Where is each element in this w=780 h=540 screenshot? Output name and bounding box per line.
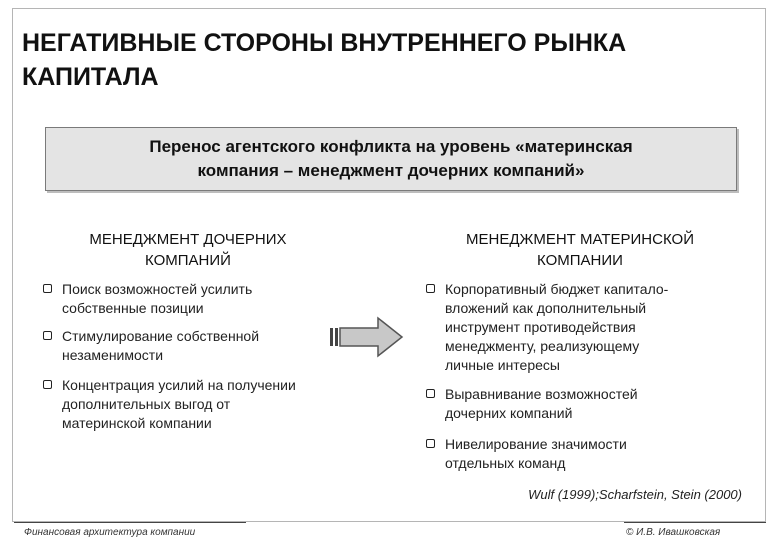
list-item-line: Стимулирование собственной [62, 328, 260, 344]
left-bullet-list [40, 280, 340, 433]
left-heading-line-1: МЕНЕДЖМЕНТ ДОЧЕРНИХ [89, 231, 287, 248]
list-item-line: личные интересы [445, 357, 560, 373]
footer-left-text: Финансовая архитектура компании [24, 527, 196, 538]
list-item-line: дополнительных выгод от [62, 396, 231, 412]
list-item [40, 376, 340, 433]
list-item-line: инструмент противодействия [445, 319, 636, 335]
page-title: НЕГАТИВНЫЕ СТОРОНЫ ВНУТРЕННЕГО РЫНКА КАПИТАЛА [22, 29, 627, 91]
list-item [423, 280, 723, 375]
list-item-line: вложений как дополнительный [445, 300, 647, 316]
list-item-line: менеджменту, реализующему [445, 338, 640, 354]
left-column-heading [40, 229, 336, 271]
footer-divider-left [14, 522, 246, 523]
list-item-line: дочерних компаний [445, 405, 573, 421]
square-bullet-icon [43, 284, 52, 293]
list-item-line: отдельных команд [445, 455, 566, 471]
right-arrow-icon [330, 316, 404, 358]
list-item-line: собственные позиции [62, 300, 204, 316]
list-item-line: Корпоративный бюджет капитало- [445, 281, 669, 297]
right-heading-line-2: КОМПАНИИ [537, 252, 623, 269]
square-bullet-icon [43, 331, 52, 340]
highlight-box [45, 127, 737, 191]
list-item [423, 435, 723, 473]
right-bullet-list [423, 280, 723, 473]
footer-divider-right [624, 522, 766, 523]
list-item [40, 280, 340, 318]
source-citation: Wulf (1999);Scharfstein, Stein (2000) [528, 487, 742, 502]
square-bullet-icon [43, 380, 52, 389]
footer-right-text: © И.В. Ивашковская [626, 527, 721, 538]
square-bullet-icon [426, 284, 435, 293]
square-bullet-icon [426, 389, 435, 398]
list-item-line: материнской компании [62, 415, 212, 431]
list-item-line: Поиск возможностей усилить [62, 281, 253, 297]
right-heading-line-1: МЕНЕДЖМЕНТ МАТЕРИНСКОЙ [466, 231, 694, 248]
list-item [423, 385, 723, 423]
highlight-text [149, 135, 632, 183]
left-heading-line-2: КОМПАНИЙ [145, 252, 231, 269]
highlight-line-1: Перенос агентского конфликта на уровень «материнская [149, 137, 633, 156]
list-item-line: Выравнивание возможностей [445, 386, 638, 402]
highlight-line-2: компания – менеджмент дочерних компаний» [197, 161, 585, 180]
list-item-line: Нивелирование значимости [445, 436, 627, 452]
list-item-line: незаменимости [62, 347, 164, 363]
square-bullet-icon [426, 439, 435, 448]
list-item-line: Концентрация усилий на получении [62, 377, 296, 393]
list-item [40, 327, 340, 365]
right-column-heading [420, 229, 740, 271]
